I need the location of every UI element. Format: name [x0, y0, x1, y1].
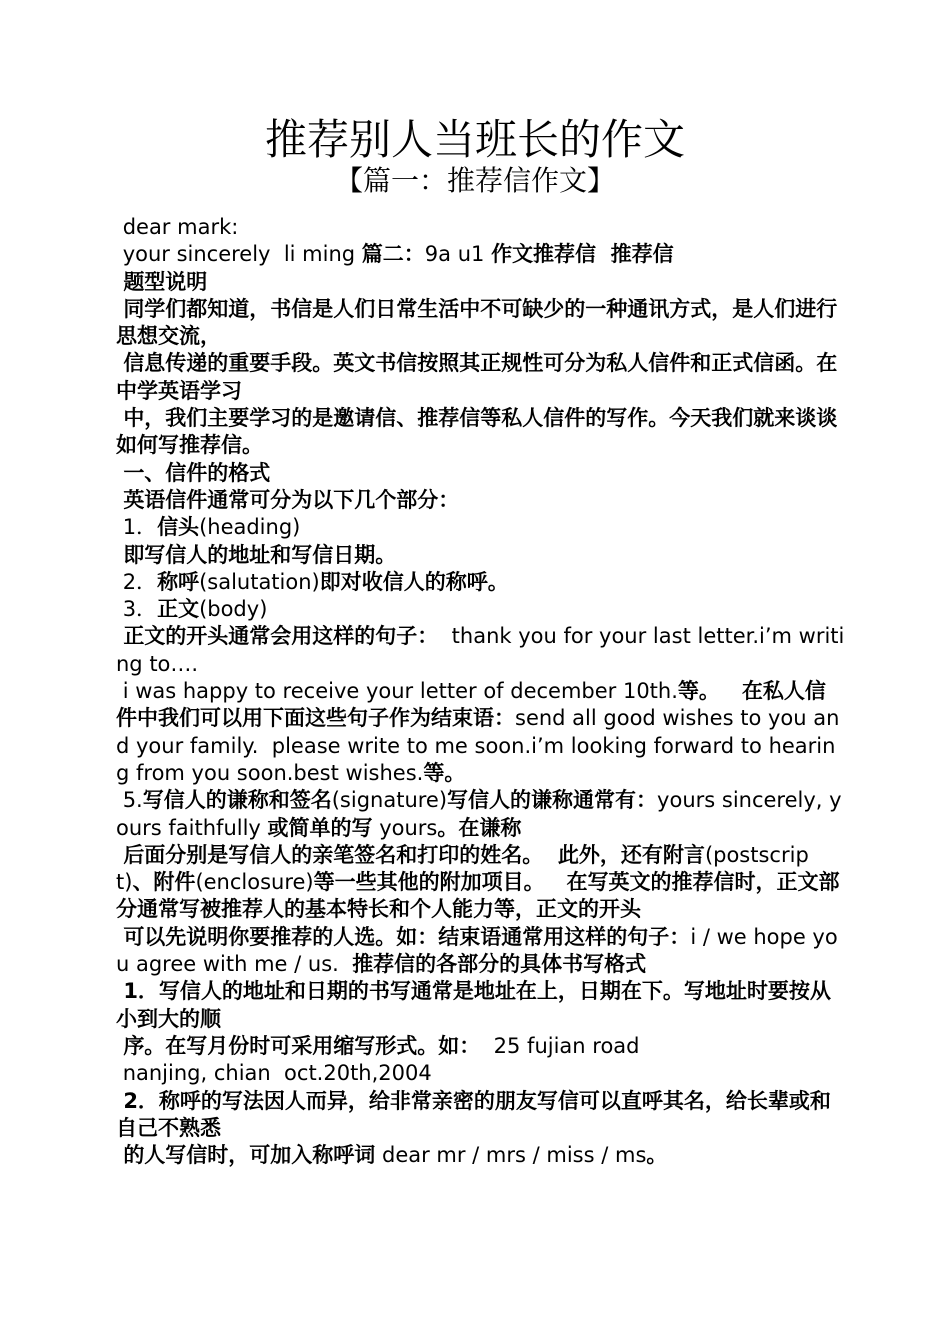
text-run: 或简单的写	[267, 815, 373, 840]
text-line	[116, 678, 846, 787]
text-line	[116, 842, 846, 924]
document-title: 推荐别人当班长的作文	[264, 115, 685, 164]
text-run: 中，我们主要学习的是邀请信、推荐信等私人信件的写作。今天我们就来谈谈如何写推荐信。	[116, 406, 838, 458]
text-line	[116, 350, 846, 405]
text-line	[116, 487, 846, 514]
text-run: 称呼	[157, 569, 200, 594]
text-run: (heading)	[199, 515, 301, 540]
text-line	[116, 296, 846, 351]
document-subtitle: 【篇一：推荐信作文】	[334, 164, 615, 197]
text-run: 2．	[116, 569, 158, 594]
text-run: 即对收信人的称呼。	[319, 569, 509, 594]
text-run: (body)	[199, 597, 268, 622]
text-run: (enclosure)	[195, 870, 314, 895]
text-line	[116, 978, 846, 1033]
text-run: (salutation)	[199, 569, 320, 594]
text-run: thank you for your last letter.i’m writing to….	[116, 624, 845, 676]
text-line	[116, 269, 846, 296]
text-run: (postscript)	[116, 842, 809, 895]
text-line	[116, 623, 846, 678]
text-run: 篇二：	[361, 242, 425, 267]
text-run: 5.	[116, 788, 143, 813]
text-line	[116, 596, 846, 623]
text-run: yours	[372, 815, 438, 840]
text-line	[116, 241, 846, 268]
text-run: 作文推荐信 推荐信	[491, 242, 674, 267]
text-run: 等。 在私人信件中我们可以用下面这些句子作为结束语：	[116, 679, 826, 731]
text-line	[116, 542, 846, 569]
text-line	[116, 1060, 846, 1087]
text-run: 等。	[423, 760, 466, 785]
text-run: 2．称呼的写法因人而异，给非常亲密的朋友写信可以直呼其名，给长辈或和自己不熟悉	[116, 1088, 831, 1140]
text-line	[116, 569, 846, 596]
text-run: 信头	[157, 515, 200, 540]
text-run: 的人写信时，可加入称呼词	[116, 1143, 376, 1168]
text-run: 1．	[116, 515, 158, 540]
text-line	[116, 1142, 846, 1169]
text-run: 等一些其他的附加项目。 在写英文的推荐信时，正文部分通常写被推荐人的基本特长和个人能力等，正文的开头	[116, 870, 840, 922]
text-run: i was happy to receive your letter of december 10th.	[116, 679, 678, 704]
text-run: 正文	[157, 597, 200, 622]
text-run: 。在谦称	[437, 815, 522, 840]
text-run: 信息传递的重要手段。英文书信按照其正规性可分为私人信件和正式信函。在中学英语学习	[116, 351, 838, 403]
text-line	[116, 924, 846, 979]
text-run: send all good wishes to you and your family. please write to me soon.i’m looking forward to hearing from you soon.best wishes.	[116, 706, 840, 785]
text-line	[116, 405, 846, 460]
text-line	[116, 514, 846, 541]
text-run: 写信人的谦称和签名	[142, 788, 332, 813]
text-line	[116, 214, 846, 241]
text-run: 一、信件的格式	[116, 460, 271, 485]
text-line	[116, 460, 846, 487]
text-run: 可以先说明你要推荐的人选。如：结束语通常用这样的句子：	[116, 924, 691, 949]
text-run: 9a u1	[424, 242, 492, 267]
text-run: 序。在写月份时可采用缩写形式。如：	[116, 1033, 481, 1058]
text-run: 。	[646, 1143, 668, 1168]
text-run: 1．写信人的地址和日期的书写通常是地址在上，日期在下。写地址时要按从小到大的顺	[116, 979, 831, 1031]
text-run: 英语信件通常可分为以下几个部分：	[116, 487, 460, 512]
text-run: 后面分别是写信人的亲笔签名和打印的姓名。 此外，还有附言	[116, 842, 705, 867]
text-line	[116, 1088, 846, 1143]
text-run: 题型说明	[116, 269, 208, 294]
text-run: 25 fujian road	[480, 1033, 640, 1058]
text-line	[116, 1033, 846, 1060]
text-run: dear mr / mrs / miss / ms	[375, 1143, 647, 1168]
text-line	[116, 787, 846, 842]
text-run: 、附件	[132, 870, 196, 895]
text-run: 写信人的谦称通常有：	[447, 788, 658, 813]
text-run: i / we hope you agree with me / us.	[116, 924, 838, 977]
text-run: nanjing, chian oct.20th,2004	[116, 1061, 432, 1086]
text-run: dear mark:	[116, 215, 239, 239]
text-run: 3．	[116, 597, 158, 622]
text-run: your sincerely li ming	[116, 242, 362, 267]
document-body	[116, 214, 846, 1169]
text-run: 推荐信的各部分的具体书写格式	[352, 952, 647, 977]
text-run: 同学们都知道，书信是人们日常生活中不可缺少的一种通讯方式，是人们进行思想交流，	[116, 296, 838, 349]
text-run: 正文的开头通常会用这样的句子：	[116, 624, 439, 649]
text-run: yours sincerely, yours faithfully	[116, 788, 842, 840]
text-run: (signature)	[331, 788, 448, 813]
text-run: 即写信人的地址和写信日期。	[116, 542, 397, 567]
